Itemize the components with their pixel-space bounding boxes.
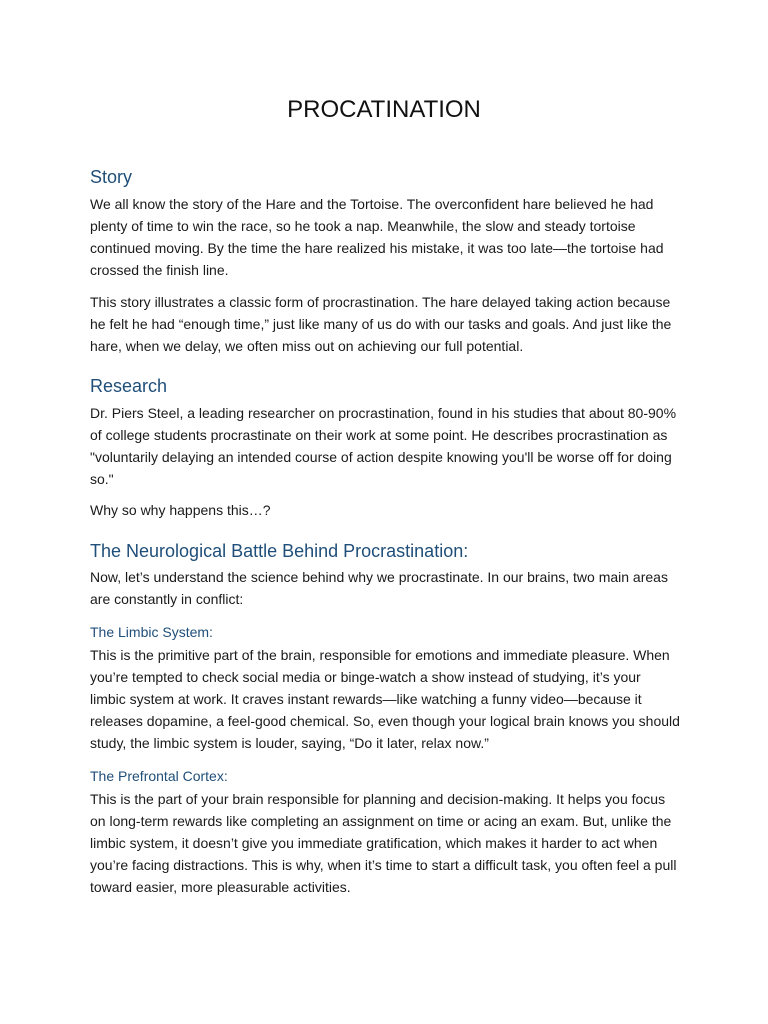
section-heading-story: Story (90, 167, 133, 187)
section-heading-neurological-battle: The Neurological Battle Behind Procrastination: (90, 541, 469, 561)
document-title: PROCATINATION (287, 96, 481, 123)
story-paragraph-1: We all know the story of the Hare and the Tortoise. The overconfident hare believed he had plenty of time to win the race, so he took a nap. Meanwhile, the slow and steady tortoise continued moving. By the time the hare realized his mistake, it was too late—the tortoise had crossed the finish line. (90, 196, 664, 278)
section-heading-research: Research (90, 376, 168, 396)
research-paragraph-1: Dr. Piers Steel, a leading researcher on procrastination, found in his studies that about 80-90% of college students procrastinate on their work at some point. He describes procrastination as "voluntarily delaying an intended course of action despite knowing you'll be worse off for doing so." (90, 405, 677, 487)
story-paragraph-2: This story illustrates a classic form of procrastination. The hare delayed taking action because he felt he had “enough time,” just like many of us do with our tasks and goals. And just like the hare, when we delay, we often miss out on achieving our full potential. (90, 294, 672, 354)
subheading-prefrontal-cortex: The Prefrontal Cortex: (90, 768, 228, 784)
limbic-system-paragraph: This is the primitive part of the brain, responsible for emotions and immediate pleasure. When you’re tempted to check social media or binge-watch a show instead of studying, it’s your limbic system at work. It craves instant rewards—like watching a funny video—because it releases dopamine, a feel-good chemical. So, even though your logical brain knows you should study, the limbic system is louder, saying, “Do it later, relax now.” (90, 647, 680, 751)
subheading-limbic-system: The Limbic System: (90, 624, 213, 640)
research-paragraph-2: Why so why happens this…? (90, 502, 271, 518)
prefrontal-cortex-paragraph: This is the part of your brain responsible for planning and decision-making. It helps you focus on long-term rewards like completing an assignment on time or acing an exam. But, unlike the limbic system, it doesn’t give you immediate gratification, which makes it harder to act when you’re facing distractions. This is why, when it’s time to start a difficult task, you often feel a pull toward easier, more pleasurable activities. (90, 791, 677, 895)
neuro-intro-paragraph: Now, let’s understand the science behind why we procrastinate. In our brains, two main areas are constantly in conflict: (90, 569, 668, 607)
